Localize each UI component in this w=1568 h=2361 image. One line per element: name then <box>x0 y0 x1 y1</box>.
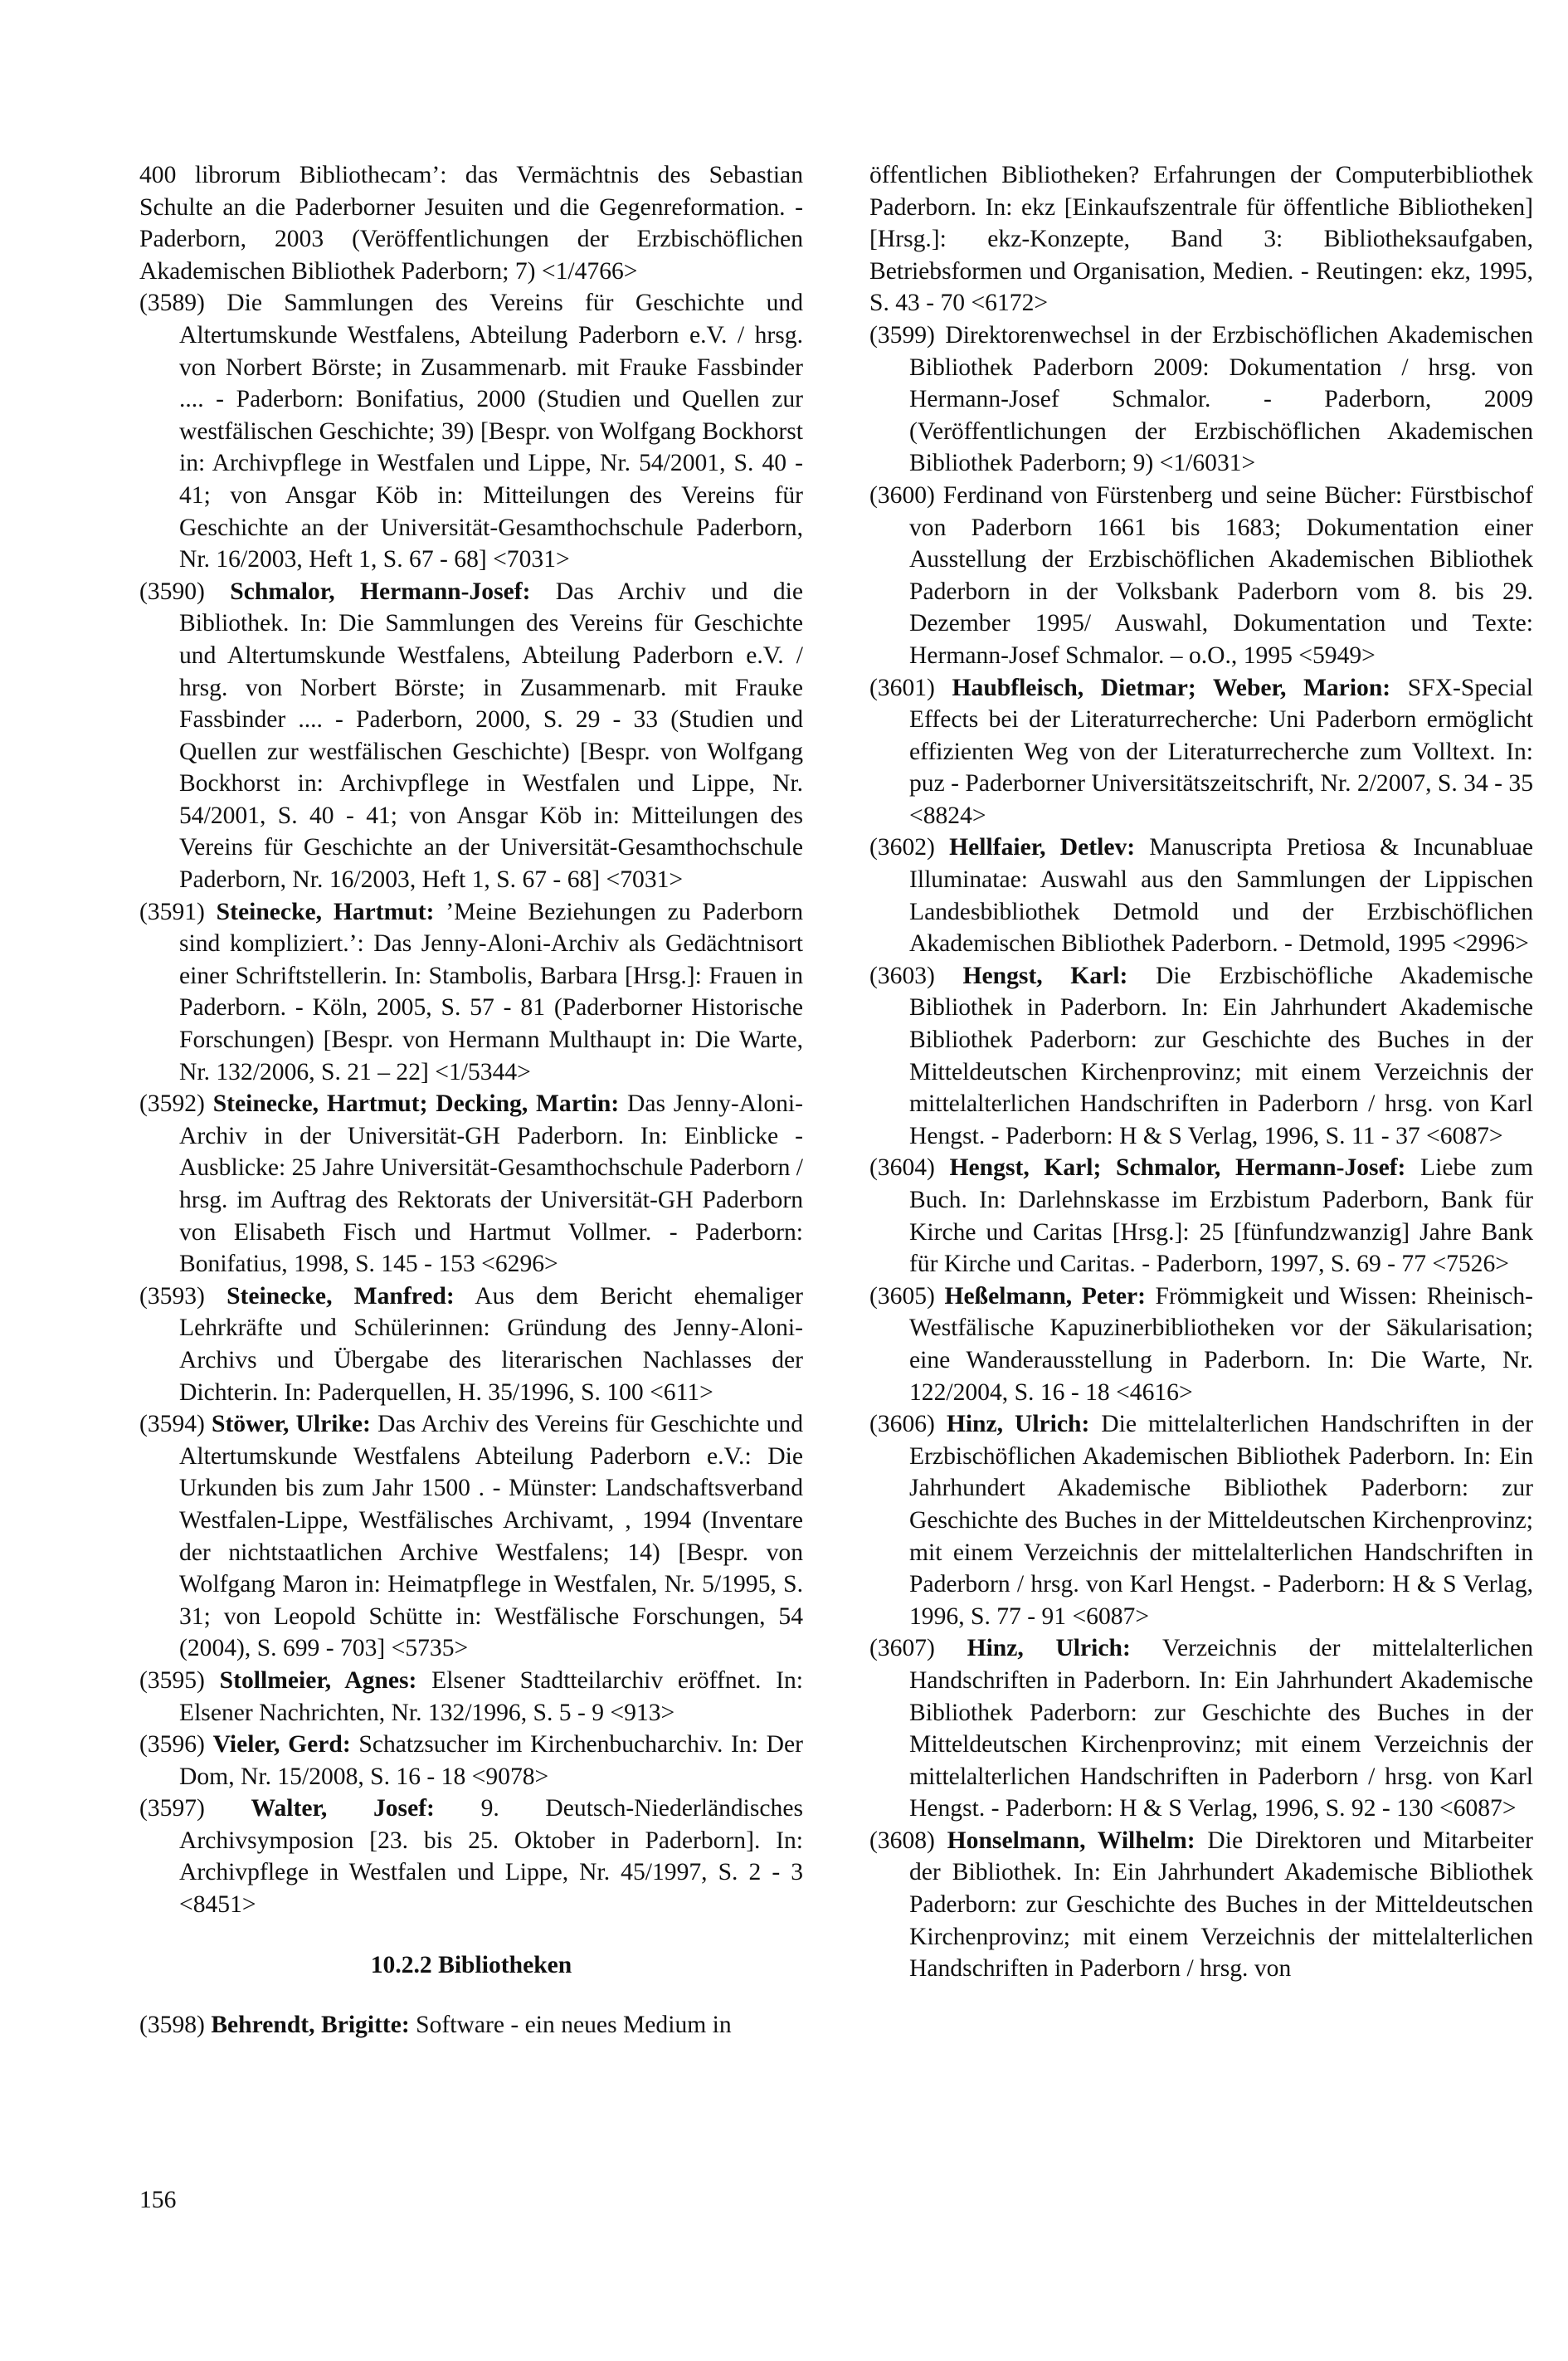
bibliography-entry <box>869 480 1533 672</box>
bibliography-entry <box>139 576 803 896</box>
bibliography-entry <box>869 832 1533 959</box>
entry-author: Hinz, Ulrich: <box>967 1635 1131 1662</box>
bibliography-entry <box>139 1088 803 1281</box>
entry-text: Die Erzbischöfliche Akademische Bibliothek in Paderborn. In: Ein Jahrhundert Akademische Bibliothek Paderborn: zur Geschichte des Buches in der Mitteldeutschen Kirchenprovinz; mit einem Verzeichnis der mittelalterlichen Handschriften in Paderborn / hrsg. von Karl Hengst. - Paderborn: H & S Verlag, 1996, S. 11 - 37 <6087> <box>909 962 1533 1149</box>
entry-number: (3608) <box>869 1827 935 1854</box>
entry-text: Direktorenwechsel in der Erzbischöflichen Akademischen Bibliothek Paderborn 2009: Dokumentation / hrsg. von Hermann-Josef Schmalor. - Paderborn, 2009 (Veröffentlichungen der Erzbischöflichen Akademischen Bibliothek Paderborn; 9) <1/6031> <box>909 321 1533 477</box>
entry-number: (3595) <box>139 1666 205 1694</box>
entry-text: Elsener Stadtteilarchiv eröffnet. In: Elsener Nachrichten, Nr. 132/1996, S. 5 - 9 <913> <box>179 1666 804 1726</box>
entry-author: Walter, Josef: <box>251 1795 435 1822</box>
entry-author: Hengst, Karl: <box>962 962 1128 989</box>
entry-text: Das Archiv des Vereins für Geschichte und Altertumskunde Westfalens Abteilung Paderborn e.V.: Die Urkunden bis zum Jahr 1500 . - Münster: Landschaftsverband Westfalen-Lippe, Westfälisches Archivamt, , 1994 (Inventare der nichtstaatlichen Archive Westfalens; 14) [Bespr. von Wolfgang Maron in: Heimatpflege in Westfalen, Nr. 5/1995, S. 31; von Leopold Schütte in: Westfälische Forschungen, 54 (2004), S. 699 - 703] <5735> <box>179 1411 803 1662</box>
entry-text: Software - ein neues Medium in <box>416 2012 732 2039</box>
page-number: 156 <box>139 2187 177 2213</box>
entry-author: Hengst, Karl; Schmalor, Hermann-Josef: <box>949 1154 1406 1182</box>
entry-number: (3590) <box>139 578 205 605</box>
entry-number: (3598) <box>139 2012 205 2039</box>
entry-text: SFX-Special Effects bei der Literaturrecherche: Uni Paderborn ermöglicht effizienten Weg von der Literaturrecherche zum Volltext. In: puz - Paderborner Universitätszeitschrift, Nr. 2/2007, S. 34 - 35 <8824> <box>909 674 1534 829</box>
entry-number: (3594) <box>139 1411 205 1438</box>
entry-author: Stollmeier, Agnes: <box>219 1666 417 1694</box>
entry-text: Frömmigkeit und Wissen: Rheinisch-Westfälische Kapuzinerbibliotheken vor der Säkularisation; eine Wanderausstellung in Paderborn. In: Die Warte, Nr. 122/2004, S. 16 - 18 <4616> <box>909 1282 1533 1406</box>
bibliography-entry <box>869 1632 1533 1825</box>
entry-author: Steinecke, Manfred: <box>226 1282 455 1310</box>
bibliography-entry <box>139 1408 803 1665</box>
entry-number: (3589) <box>139 290 205 317</box>
entry-author: Steinecke, Hartmut; Decking, Martin: <box>212 1090 620 1118</box>
right-column <box>869 159 1533 1985</box>
entry-text: 9. Deutsch-Niederländisches Archivsymposion [23. bis 25. Oktober in Paderborn]. In: Archivpflege in Westfalen und Lippe, Nr. 45/1997, S. 2 - 3 <8451> <box>179 1795 804 1919</box>
bibliography-entry <box>139 2009 803 2041</box>
bibliography-entry <box>869 960 1533 1153</box>
entry-text: Verzeichnis der mittelalterlichen Handschriften in Paderborn. In: Ein Jahrhundert Akademische Bibliothek Paderborn: zur Geschichte des Buches in der Mitteldeutschen Kirchenprovinz; mit einem Verzeichnis der mittelalterlichen Handschriften in Paderborn / hrsg. von Karl Hengst. - Paderborn: H & S Verlag, 1996, S. 92 - 130 <6087> <box>909 1635 1533 1822</box>
right-entries-list <box>869 320 1533 1985</box>
bibliography-entry <box>139 1665 803 1729</box>
entry-text: Schatzsucher im Kirchenbucharchiv. In: Der Dom, Nr. 15/2008, S. 16 - 18 <9078> <box>179 1731 803 1790</box>
section-heading: 10.2.2 Bibliotheken <box>370 1951 572 1978</box>
entry-author: Honselmann, Wilhelm: <box>947 1827 1195 1854</box>
bibliography-entry <box>869 1281 1533 1408</box>
bibliography-entry <box>139 1793 803 1920</box>
entry-author: Schmalor, Hermann-Josef: <box>230 578 531 605</box>
entry-author: Hinz, Ulrich: <box>946 1411 1090 1438</box>
left-continuation-text: 400 librorum Bibliothecam’: das Vermächtnis des Sebastian Schulte an die Paderborner Jesuiten und die Gegenreformation. - Paderborn, 2003 (Veröffentlichungen der Erzbischöflichen Akademischen Bibliothek Paderborn; 7) <1/4766> <box>139 162 803 285</box>
entry-number: (3592) <box>139 1090 205 1118</box>
entry-text: Das Archiv und die Bibliothek. In: Die Sammlungen des Vereins für Geschichte und Altertumskunde Westfalens, Abteilung Paderborn e.V. / hrsg. von Norbert Börste; in Zusammenarb. mit Frauke Fassbinder .... - Paderborn, 2000, S. 29 - 33 (Studien und Quellen zur westfälischen Geschichte) [Bespr. von Wolfgang Bockhorst in: Archivpflege in Westfalen und Lippe, Nr. 54/2001, S. 40 - 41; von Ansgar Köb in: Mitteilungen des Vereins für Geschichte an der Universität-Gesamthochschule Paderborn, Nr. 16/2003, Heft 1, S. 67 - 68] <7031> <box>179 578 803 894</box>
entry-text: Das Jenny-Aloni-Archiv in der Universität-GH Paderborn. In: Einblicke - Ausblicke: 25 Jahre Universität-Gesamthochschule Paderborn / hrsg. im Auftrag des Rektorats der Universität-GH Paderborn von Elisabeth Fisch und Hartmut Vollmer. - Paderborn: Bonifatius, 1998, S. 145 - 153 <6296> <box>179 1090 803 1278</box>
bibliography-entry <box>869 1152 1533 1280</box>
entry-author: Haubfleisch, Dietmar; Weber, Marion: <box>952 674 1391 701</box>
left-column <box>139 159 803 2041</box>
bibliography-entry <box>139 896 803 1089</box>
entry-author: Hellfaier, Detlev: <box>949 834 1136 861</box>
bibliography-entry <box>869 1408 1533 1632</box>
entry-number: (3607) <box>869 1635 935 1662</box>
entry-number: (3597) <box>139 1795 205 1822</box>
entry-number: (3604) <box>869 1154 935 1182</box>
entry-text: Liebe zum Buch. In: Darlehnskasse im Erzbistum Paderborn, Bank für Kirche und Caritas [Hrsg.]: 25 [fünfundzwanzig] Jahre Bank für Kirche und Caritas. - Paderborn, 1997, S. 69 - 77 <7526> <box>909 1154 1533 1278</box>
entry-text: ’Meine Beziehungen zu Paderborn sind kompliziert.’: Das Jenny-Aloni-Archiv als Gedächtnisort einer Schriftstellerin. In: Stambolis, Barbara [Hrsg.]: Frauen in Paderborn. - Köln, 2005, S. 57 - 81 (Paderborner Historische Forschungen) [Bespr. von Hermann Multhaupt in: Die Warte, Nr. 132/2006, S. 21 – 22] <1/5344> <box>179 898 803 1085</box>
bibliography-entry <box>139 1729 803 1793</box>
entry-number: (3600) <box>869 481 935 509</box>
entry-text: Die mittelalterlichen Handschriften in der Erzbischöflichen Akademischen Bibliothek Paderborn. In: Ein Jahrhundert Akademische Bibliothek Paderborn: zur Geschichte des Buches in der Mitteldeutschen Kirchenprovinz; mit einem Verzeichnis der mittelalterlichen Handschriften in Paderborn / hrsg. von Karl Hengst. - Paderborn: H & S Verlag, 1996, S. 77 - 91 <6087> <box>909 1411 1533 1630</box>
bibliography-entry <box>869 672 1533 832</box>
entry-author: Behrendt, Brigitte: <box>211 2012 410 2039</box>
entry-author: Steinecke, Hartmut: <box>216 898 435 925</box>
bibliography-entry <box>869 320 1533 480</box>
bibliography-entry <box>139 1281 803 1408</box>
entry-number: (3601) <box>869 674 935 701</box>
entry-text: Ferdinand von Fürstenberg und seine Bücher: Fürstbischof von Paderborn 1661 bis 1683; Dokumentation einer Ausstellung der Erzbischöflichen Akademischen Bibliothek Paderborn in der Volksbank Paderborn vom 8. bis 29. Dezember 1995/ Auswahl, Dokumentation und Texte: Hermann-Josef Schmalor. – o.O., 1995 <5949> <box>909 481 1534 669</box>
left-after-heading-list <box>139 2009 803 2041</box>
entry-number: (3603) <box>869 962 935 989</box>
entry-number: (3605) <box>869 1282 935 1310</box>
entry-number: (3606) <box>869 1411 935 1438</box>
entry-text: Manuscripta Pretiosa & Incunabluae Illuminatae: Auswahl aus den Sammlungen der Lippischen Landesbibliothek Detmold und der Erzbischöflichen Akademischen Bibliothek Paderborn. - Detmold, 1995 <2996> <box>909 834 1533 958</box>
bibliography-entry <box>139 287 803 575</box>
entry-text: Die Sammlungen des Vereins für Geschichte und Altertumskunde Westfalens, Abteilung Paderborn e.V. / hrsg. von Norbert Börste; in Zusammenarb. mit Frauke Fassbinder .... - Paderborn: Bonifatius, 2000 (Studien und Quellen zur westfälischen Geschichte; 39) [Bespr. von Wolfgang Bockhorst in: Archivpflege in Westfalen und Lippe, Nr. 54/2001, S. 40 - 41; von Ansgar Köb in: Mitteilungen des Vereins für Geschichte an der Universität-Gesamthochschule Paderborn, Nr. 16/2003, Heft 1, S. 67 - 68] <7031> <box>179 290 803 573</box>
bibliography-entry <box>869 1825 1533 1985</box>
entry-number: (3599) <box>869 321 935 349</box>
entry-author: Heßelmann, Peter: <box>944 1282 1146 1310</box>
entry-author: Vieler, Gerd: <box>212 1731 351 1759</box>
left-entries-list <box>139 287 803 1920</box>
right-continuation-text: öffentlichen Bibliotheken? Erfahrungen der Computerbibliothek Paderborn. In: ekz [Einkaufszentrale für öffentliche Bibliotheken] [Hrsg.]: ekz-Konzepte, Band 3: Bibliotheksaufgaben, Betriebsformen und Organisation, Medien. - Reutingen: ekz, 1995, S. 43 - 70 <6172> <box>869 162 1533 317</box>
entry-number: (3591) <box>139 898 205 925</box>
entry-number: (3596) <box>139 1731 205 1759</box>
entry-number: (3602) <box>869 834 935 861</box>
entry-number: (3593) <box>139 1282 205 1310</box>
entry-text: Aus dem Bericht ehemaliger Lehrkräfte und Schülerinnen: Gründung des Jenny-Aloni-Archivs und Übergabe des literarischen Nachlasses der Dichterin. In: Paderquellen, H. 35/1996, S. 100 <611> <box>179 1282 803 1406</box>
entry-author: Stöwer, Ulrike: <box>211 1411 371 1438</box>
entry-text: Die Direktoren und Mitarbeiter der Bibliothek. In: Ein Jahrhundert Akademische Bibliothek Paderborn: zur Geschichte des Buches in der Mitteldeutschen Kirchenprovinz; mit einem Verzeichnis der mittelalterlichen Handschriften in Paderborn / hrsg. von <box>909 1827 1533 1983</box>
